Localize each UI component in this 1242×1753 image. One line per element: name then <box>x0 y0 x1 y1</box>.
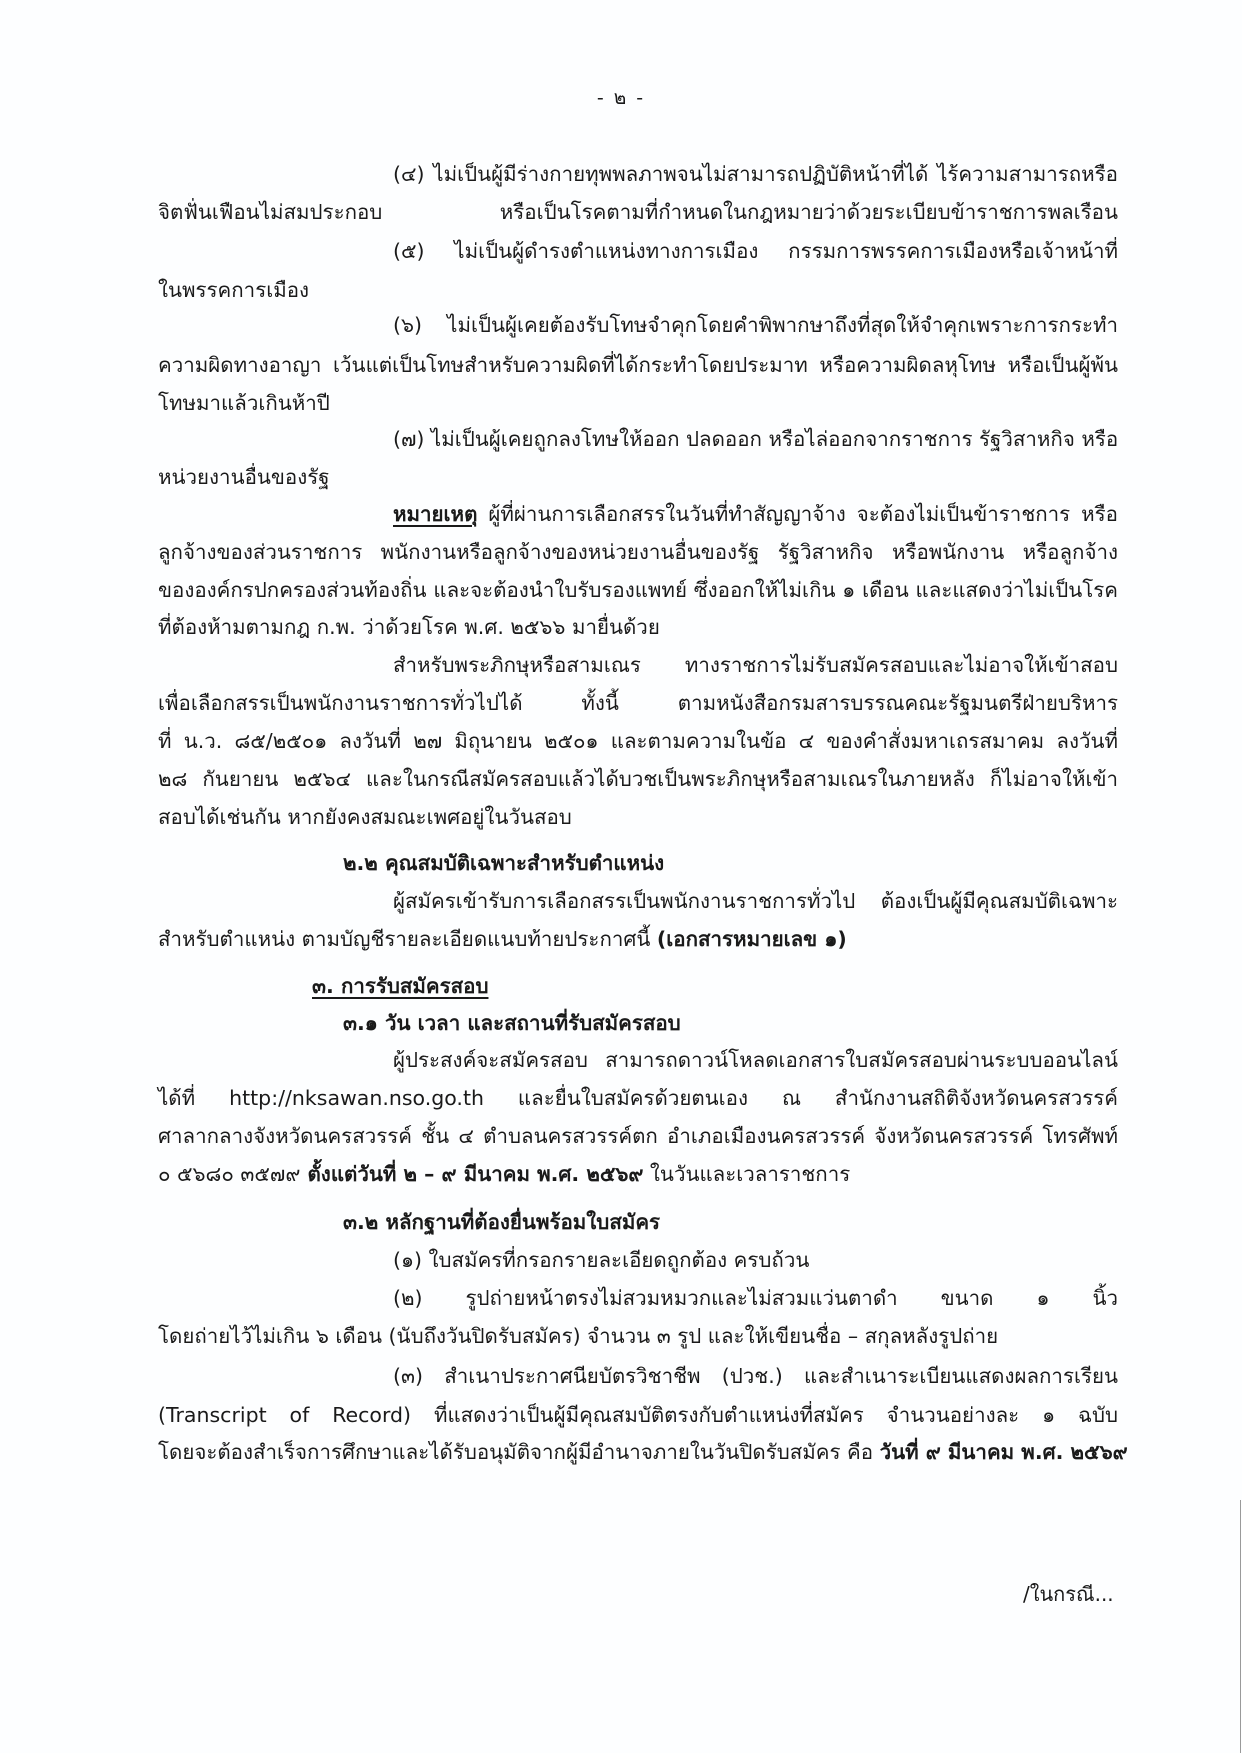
monks-line-4: ๒๘ กันยายน ๒๕๖๔ และในกรณีสมัครสอบแล้วได้บวชเป็นพระภิกษุหรือสามเณรในภายหลัง ก็ไม่อาจให้เข้า <box>158 767 1118 791</box>
monks-line-2: เพื่อเลือกสรรเป็นพนักงานราชการทั่วไปได้ ทั้งนี้ ตามหนังสือกรมสารบรรณคณะรัฐมนตรีฝ่ายบริหาร <box>158 691 1118 715</box>
section-3-1-line-4: ๐ ๕๖๘๐ ๓๕๗๙ ตั้งแต่วันที่ ๒ – ๙ มีนาคม พ.ศ. ๒๕๖๙ ในวันและเวลาราชการ <box>158 1162 851 1186</box>
section-3-2-heading: ๓.๒ หลักฐานที่ต้องยื่นพร้อมใบสมัคร <box>343 1210 661 1234</box>
section-3-1-line-1: ผู้ประสงค์จะสมัครสอบ สามารถดาวน์โหลดเอกสารใบสมัครสอบผ่านระบบออนไลน์ <box>393 1048 1118 1072</box>
monks-line-5: สอบได้เช่นกัน หากยังคงสมณะเพศอยู่ในวันสอบ <box>158 805 572 829</box>
item-6-line-1: (๖) ไม่เป็นผู้เคยต้องรับโทษจำคุกโดยคำพิพากษาถึงที่สุดให้จำคุกเพราะการกระทำ <box>393 313 1118 337</box>
application-dates: ตั้งแต่วันที่ ๒ – ๙ มีนาคม พ.ศ. ๒๕๖๙ <box>300 1162 644 1186</box>
section-3-2-item-3-line-1: (๓) สำเนาประกาศนียบัตรวิชาชีพ (ปวช.) และสำเนาระเบียนแสดงผลการเรียน <box>393 1364 1118 1388</box>
section-2-2-heading: ๒.๒ คุณสมบัติเฉพาะสำหรับตำแหน่ง <box>343 851 665 875</box>
continuation-marker: /ในกรณี... <box>1023 1582 1114 1606</box>
note-line-4: ที่ต้องห้ามตามกฎ ก.พ. ว่าด้วยโรค พ.ศ. ๒๕๖๖ มายื่นด้วย <box>158 615 660 639</box>
document-reference: (เอกสารหมายเลข ๑) <box>656 927 847 951</box>
note-line-2: ลูกจ้างของส่วนราชการ พนักงานหรือลูกจ้างของหน่วยงานอื่นของรัฐ รัฐวิสาหกิจ หรือพนักงาน หรือลูกจ้าง <box>158 540 1118 564</box>
note-line-1: หมายเหตุ ผู้ที่ผ่านการเลือกสรรในวันที่ทำสัญญาจ้าง จะต้องไม่เป็นข้าราชการ หรือ <box>393 502 1118 526</box>
note-line-3: ขององค์กรปกครองส่วนท้องถิ่น และจะต้องนำใบรับรองแพทย์ ซึ่งออกให้ไม่เกิน ๑ เดือน และแสดงว่าไม่เป็นโรค <box>158 578 1118 602</box>
item-7-line-2: หน่วยงานอื่นของรัฐ <box>158 465 330 489</box>
section-3-heading: ๓. การรับสมัครสอบ <box>312 974 489 998</box>
item-6-line-2: ความผิดทางอาญา เว้นแต่เป็นโทษสำหรับความผิดที่ได้กระทำโดยประมาท หรือความผิดลหุโทษ หรือเป็นผู้พ้น <box>158 353 1118 377</box>
website-link[interactable]: http://nksawan.nso.go.th <box>229 1086 484 1110</box>
item-5-line-1: (๕) ไม่เป็นผู้ดำรงตำแหน่งทางการเมือง กรรมการพรรคการเมืองหรือเจ้าหน้าที่ <box>393 239 1118 263</box>
section-3-1-line-3: ศาลากลางจังหวัดนครสวรรค์ ชั้น ๔ ตำบลนครสวรรค์ตก อำเภอเมืองนครสวรรค์ จังหวัดนครสวรรค์ โทรศัพท์ <box>158 1124 1118 1148</box>
section-2-2-line-2: สำหรับตำแหน่ง ตามบัญชีรายละเอียดแนบท้ายประกาศนี้ (เอกสารหมายเลข ๑) <box>158 927 847 951</box>
monks-line-1: สำหรับพระภิกษุหรือสามเณร ทางราชการไม่รับสมัครสอบและไม่อาจให้เข้าสอบ <box>393 653 1118 677</box>
page-number: - ๒ - <box>596 87 646 109</box>
item-6-line-3: โทษมาแล้วเกินห้าปี <box>158 391 330 415</box>
closing-date: วันที่ ๙ มีนาคม พ.ศ. ๒๕๖๙ <box>879 1440 1128 1464</box>
section-3-1-line-2: ได้ที่ http://nksawan.nso.go.th และยื่นใบสมัครด้วยตนเอง ณ สำนักงานสถิติจังหวัดนครสวรรค์ <box>158 1086 1119 1110</box>
section-3-2-item-1: (๑) ใบสมัครที่กรอกรายละเอียดถูกต้อง ครบถ้วน <box>393 1248 810 1272</box>
item-5-line-2: ในพรรคการเมือง <box>158 278 310 302</box>
item-4-line-1: (๔) ไม่เป็นผู้มีร่างกายทุพพลภาพจนไม่สามารถปฏิบัติหน้าที่ได้ ไร้ความสามารถหรือ <box>393 162 1118 186</box>
monks-line-3: ที่ น.ว. ๘๕/๒๕๐๑ ลงวันที่ ๒๗ มิถุนายน ๒๕๐๑ และตามความในข้อ ๔ ของคำสั่งมหาเถรสมาคม ลงวันที่ <box>158 729 1118 753</box>
item-4-line-2: จิตฟั่นเฟือนไม่สมประกอบ หรือเป็นโรคตามที่กำหนดในกฎหมายว่าด้วยระเบียบข้าราชการพลเรือน <box>158 200 1118 224</box>
note-label: หมายเหตุ <box>393 502 478 526</box>
section-3-1-heading: ๓.๑ วัน เวลา และสถานที่รับสมัครสอบ <box>343 1011 681 1035</box>
section-3-2-item-2-line-2: โดยถ่ายไว้ไม่เกิน ๖ เดือน (นับถึงวันปิดรับสมัคร) จำนวน ๓ รูป และให้เขียนชื่อ – สกุลหลังรูปถ่าย <box>158 1324 999 1348</box>
scan-edge-line <box>1240 1500 1241 1753</box>
section-2-2-line-1: ผู้สมัครเข้ารับการเลือกสรรเป็นพนักงานราชการทั่วไป ต้องเป็นผู้มีคุณสมบัติเฉพาะ <box>393 889 1118 913</box>
item-7-line-1: (๗) ไม่เป็นผู้เคยถูกลงโทษให้ออก ปลดออก หรือไล่ออกจากราชการ รัฐวิสาหกิจ หรือ <box>393 427 1119 451</box>
section-3-2-item-2-line-1: (๒) รูปถ่ายหน้าตรงไม่สวมหมวกและไม่สวมแว่นตาดำ ขนาด ๑ นิ้ว <box>393 1286 1118 1310</box>
phone-number: ๐ ๕๖๘๐ ๓๕๗๙ <box>158 1162 301 1186</box>
section-3-2-item-3-line-2: (Transcript of Record) ที่แสดงว่าเป็นผู้มีคุณสมบัติตรงกับตำแหน่งที่สมัคร จำนวนอย่างละ ๑ ฉบับ <box>158 1403 1118 1427</box>
section-3-2-item-3-line-3: โดยจะต้องสำเร็จการศึกษาและได้รับอนุมัติจากผู้มีอำนาจภายในวันปิดรับสมัคร คือ วันที่ ๙ มีนาคม พ.ศ. ๒๕๖๙ <box>158 1440 1128 1464</box>
